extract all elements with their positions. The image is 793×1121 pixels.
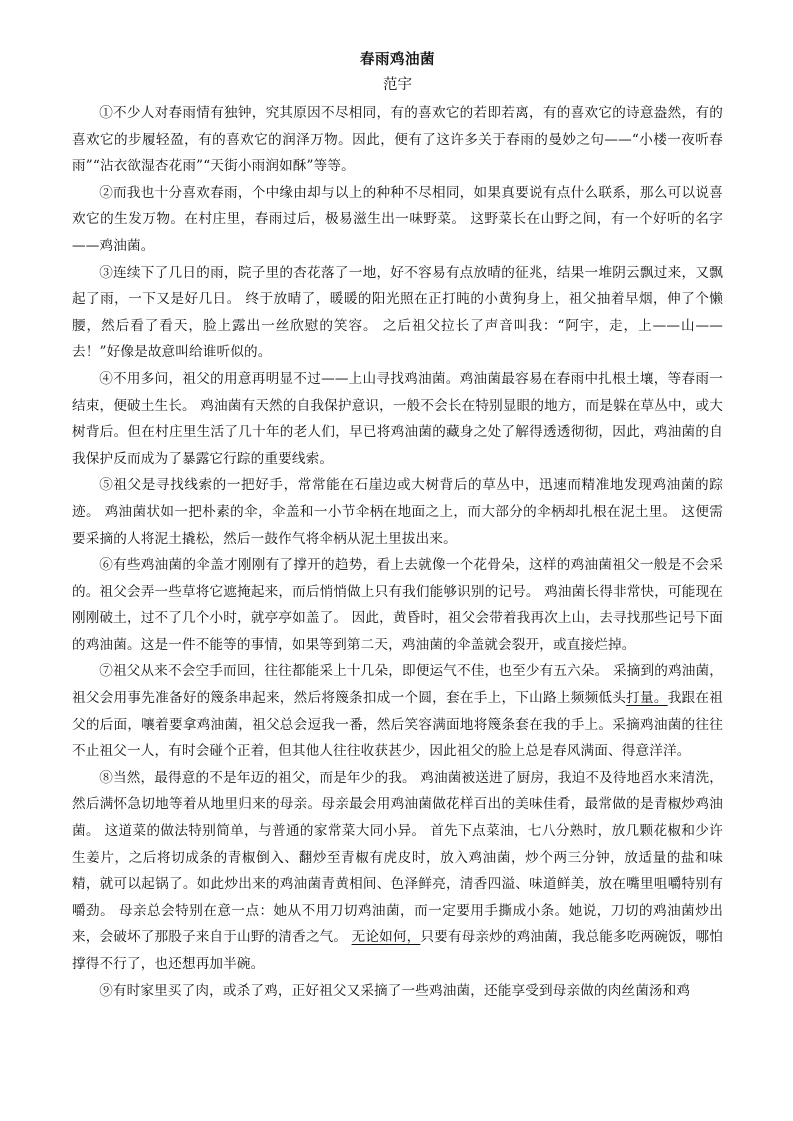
- document-page: [72, 48, 723, 1004]
- paragraph-text-after: 只要有母亲炒的鸡油菌，我总能多吃两碗饭，哪怕撑得不行了，也还想再加半碗。: [72, 929, 723, 972]
- paragraph-text-after: 我跟在祖父的后面，嚷着要拿鸡油菌，祖父总会逗我一番，然后笑容满面地将篾条套在我的手上。采摘鸡油菌的往往不止祖父一人，有时会碰个正着，但其他人往往收获甚少，因此祖父的脸上总是春风满面、得意洋洋。: [72, 690, 723, 760]
- paragraph-text: ⑨有时家里买了肉，或杀了鸡，正好祖父又采摘了一些鸡油菌，还能享受到母亲做的肉丝菌汤和鸡: [99, 982, 691, 999]
- paragraph-7: [72, 658, 723, 764]
- underlined-phrase: 打量。: [626, 690, 668, 707]
- paragraph-1: [72, 100, 723, 180]
- paragraph-text: ④不用多问，祖父的用意再明显不过——上山寻找鸡油菌。鸡油菌最容易在春雨中扎根土壤，等春雨一结束，便破土生长。 鸡油菌有天然的自我保护意识，一般不会长在特别显眼的地方，而是躲在草丛中，或大树背后。但在村庄里生活了几十年的老人们，早已将鸡油菌的藏身之处了解得透透彻彻，因此，鸡油菌的自我保护反而成为了暴露它行踪的重要线索。: [72, 370, 723, 467]
- paragraph-3: [72, 260, 723, 366]
- paragraph-6: [72, 552, 723, 658]
- paragraph-text: ①不少人对春雨情有独钟，究其原因不尽相同，有的喜欢它的若即若离，有的喜欢它的诗意盎然，有的喜欢它的步履轻盈，有的喜欢它的润泽万物。因此，便有了这许多关于春雨的曼妙之句——“小楼一夜听春雨”“沾衣欲湿杏花雨”“天街小雨润如酥”等等。: [72, 105, 723, 175]
- paragraph-5: [72, 472, 723, 552]
- paragraph-9: [72, 978, 723, 1005]
- paragraph-text: ②而我也十分喜欢春雨，个中缘由却与以上的种种不尽相同，如果真要说有点什么联系，那么可以说喜欢它的生发万物。在村庄里，春雨过后，极易滋生出一味野菜。 这野菜长在山野之间，有一个好听的名字——鸡油菌。: [72, 184, 723, 254]
- paragraph-2: [72, 180, 723, 260]
- paragraph-8: [72, 765, 723, 978]
- paragraph-text: ⑦祖父从来不会空手而回，往往都能采上十几朵，即便运气不佳，也至少有五六朵。 采摘到的鸡油菌，祖父会用事先准备好的篾条串起来，然后将篾条扣成一个圆，套在手上，下山路上频频低头: [72, 663, 723, 707]
- article-author: 范宇: [383, 77, 412, 93]
- paragraph-text: ⑧当然，最得意的不是年迈的祖父，而是年少的我。 鸡油菌被送进了厨房，我迫不及待地舀水来清洗，然后满怀急切地等着从地里归来的母亲。母亲最会用鸡油菌做花样百出的美味佳肴，最常做的是青椒炒鸡油菌。 这道菜的做法特别简单，与普通的家常菜大同小异。 首先下点菜油，七八分熟时，放几颗花椒和少许生姜片，之后将切成条的青椒倒入、翻炒至青椒有虎皮时，放入鸡油菌，炒个两三分钟，放适量的盐和味精，就可以起锅了。如此炒出来的鸡油菌青黄相间、色泽鲜亮，清香四溢、味道鲜美，放在嘴里咀嚼特别有嚼劲。 母亲总会特别在意一点：她从不用刀切鸡油菌，而一定要用手撕成小条。她说，刀切的鸡油菌炒出来，会破坏了那股子来自于山野的清香之气。: [72, 769, 723, 946]
- paragraph-4: [72, 366, 723, 472]
- underlined-phrase: 无论如何，: [351, 929, 421, 946]
- paragraph-text: ⑤祖父是寻找线索的一把好手，常常能在石崖边或大树背后的草丛中，迅速而精准地发现鸡油菌的踪迹。 鸡油菌状如一把朴素的伞，伞盖和一小节伞柄在地面之上，而大部分的伞柄却扎根在泥土里。 这便需要采摘的人将泥土撬松，然后一鼓作气将伞柄从泥土里拔出来。: [72, 477, 723, 547]
- paragraph-text: ⑥有些鸡油菌的伞盖才刚刚有了撑开的趋势，看上去就像一个花骨朵，这样的鸡油菌祖父一般是不会采的。祖父会弄一些草将它遮掩起来，而后悄悄做上只有我们能够识别的记号。 鸡油菌长得非常快，可能现在刚刚破土，过不了几个小时，就亭亭如盖了。 因此，黄昏时，祖父会带着我再次上山，去寻找那些记号下面的鸡油菌。这是一件不能等的事情，如果等到第二天，鸡油菌的伞盖就会裂开，或直接烂掉。: [72, 557, 723, 653]
- paragraph-text: ③连续下了几日的雨，院子里的杏花落了一地，好不容易有点放晴的征兆，结果一堆阴云飘过来，又飘起了雨，一下又是好几日。 终于放晴了，暖暖的阳光照在正打盹的小黄狗身上，祖父抽着早烟，伸了个懒腰，然后看了看天，脸上露出一丝欣慰的笑容。 之后祖父拉长了声音叫我：“阿宇，走，上——山——去！”好像是故意叫给谁听似的。: [72, 264, 723, 361]
- article-title: 春雨鸡油菌: [360, 51, 435, 68]
